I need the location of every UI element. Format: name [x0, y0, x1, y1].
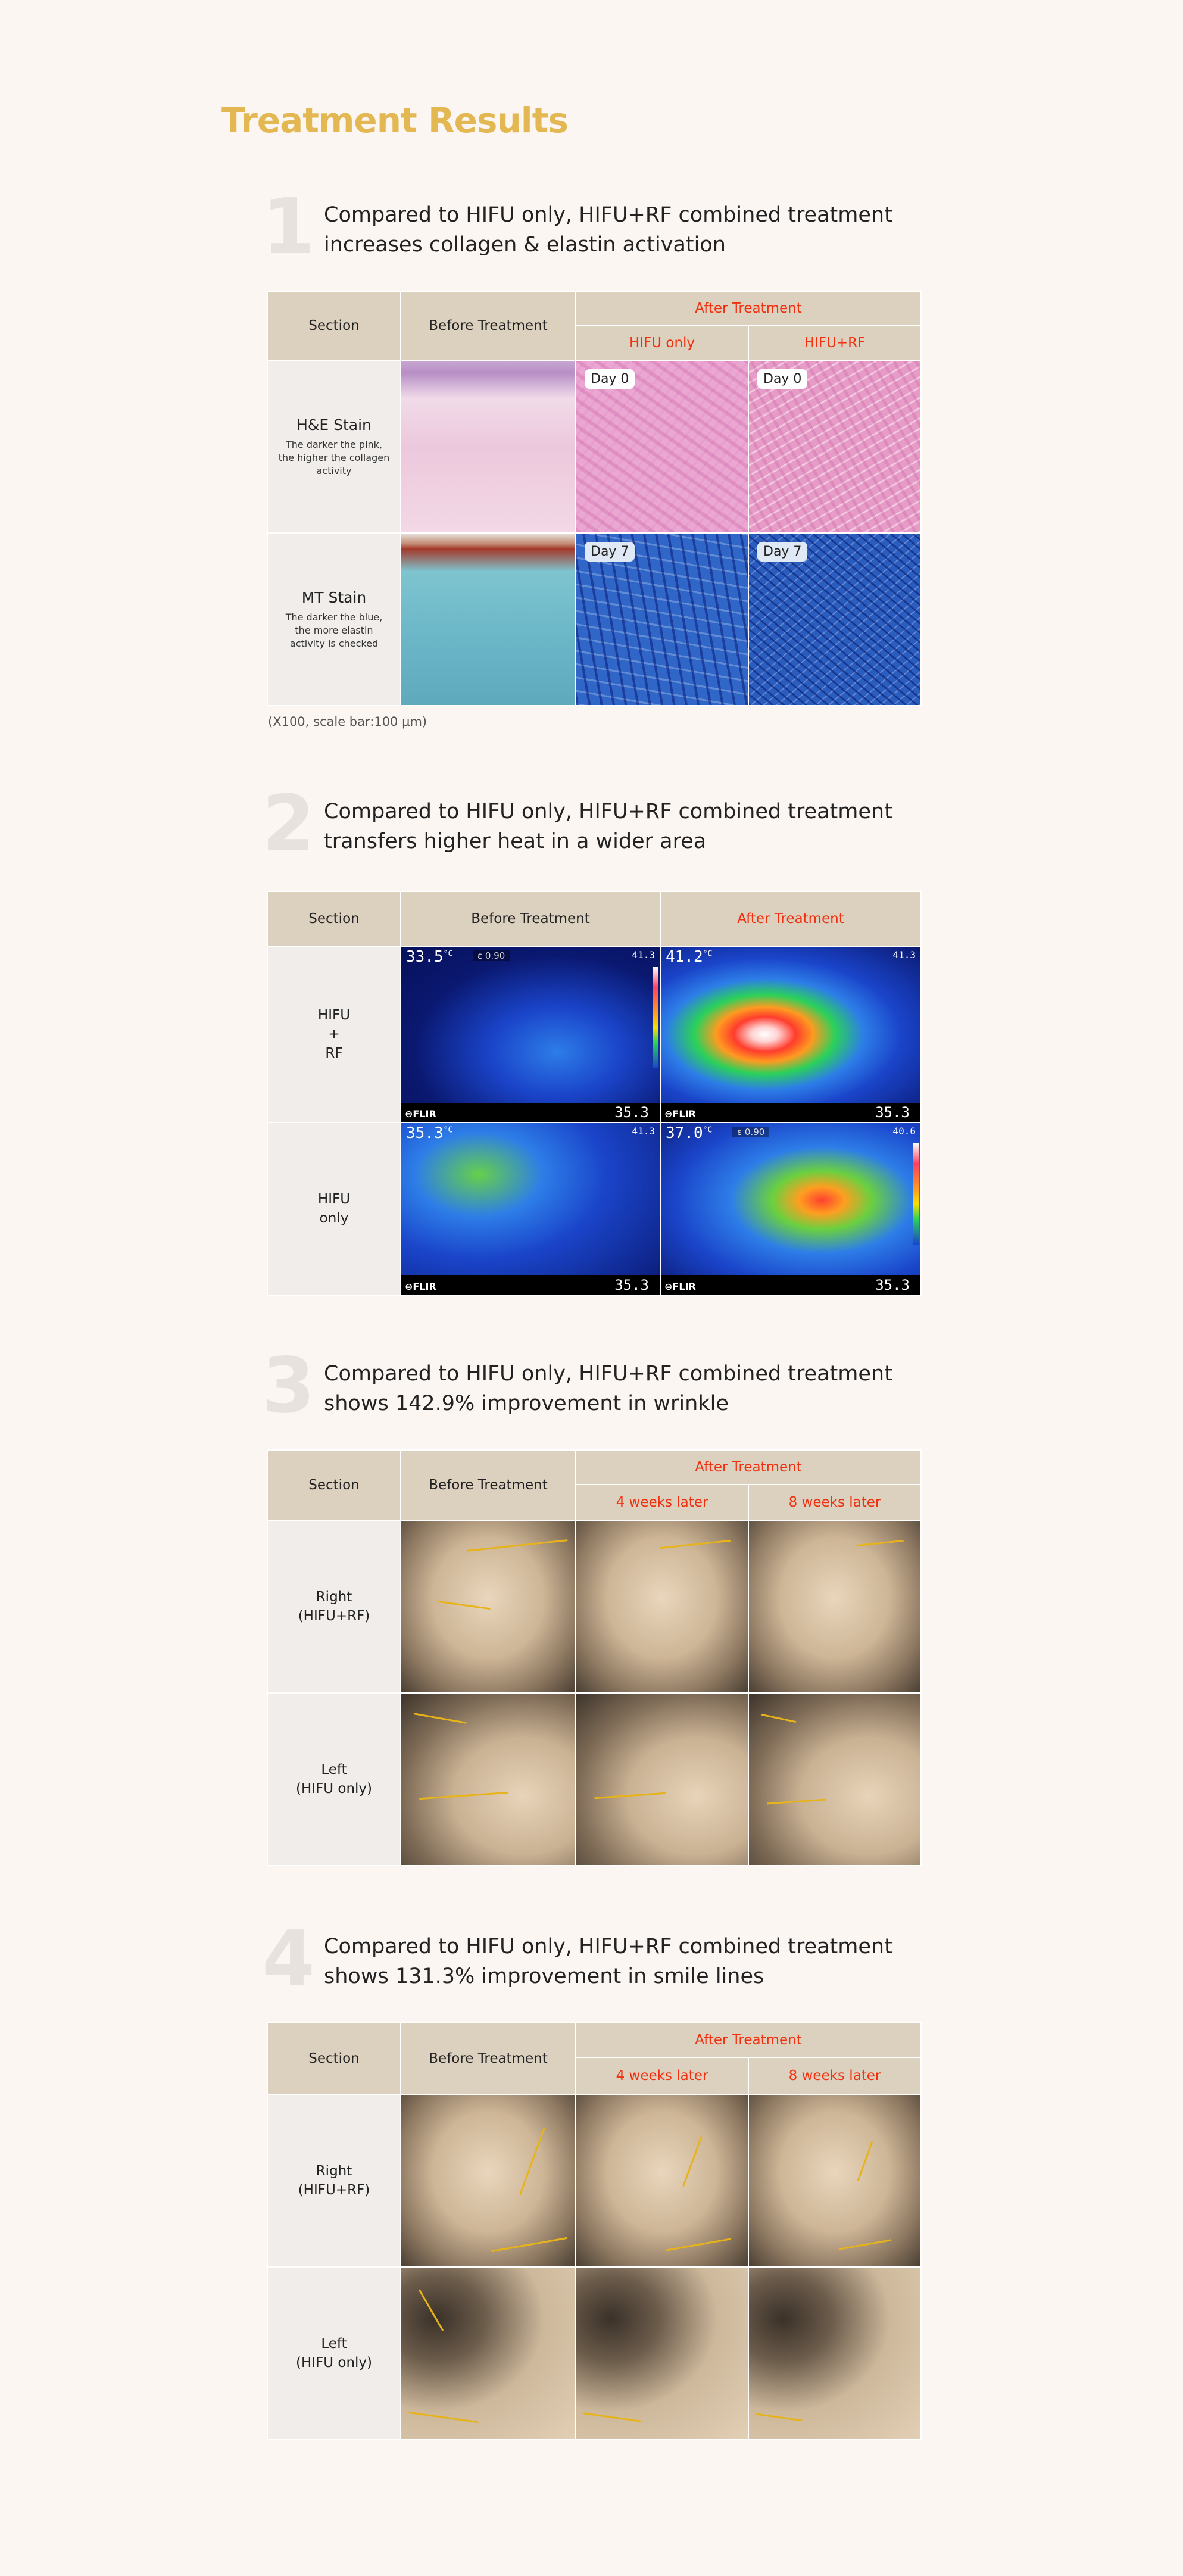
header-after: After Treatment	[576, 291, 921, 326]
row-desc: the more elastin	[295, 625, 373, 636]
row-label	[267, 1122, 401, 1295]
mt-before-image	[401, 533, 576, 706]
header-after: After Treatment	[576, 2023, 921, 2057]
row-label-line: only	[319, 1211, 349, 1226]
header-section: Section	[267, 2023, 401, 2094]
header-section: Section	[267, 891, 401, 946]
flir-logo: ⊜FLIR	[405, 1281, 436, 1292]
eye-scan-before	[401, 1693, 576, 1866]
header-before: Before Treatment	[401, 291, 576, 360]
day-badge: Day 0	[585, 369, 635, 389]
he-before-image	[401, 360, 576, 533]
row-label-line: Right	[316, 2163, 352, 2179]
row-label-line: Right	[316, 1589, 352, 1605]
section-smile-lines	[262, 1914, 923, 2457]
day-badge: Day 0	[757, 369, 807, 389]
color-scale	[653, 967, 658, 1068]
flir-logo: ⊜FLIR	[405, 1108, 436, 1119]
heading-line-2: shows 131.3% improvement in smile lines	[324, 1964, 764, 1988]
row-label-line: Left	[321, 1762, 347, 1777]
thermal-after-image	[660, 946, 921, 1122]
scale-max: 41.3	[892, 949, 916, 960]
row-label	[267, 1520, 401, 1693]
row-label	[267, 2267, 401, 2440]
he-hifu-only-image	[576, 360, 748, 533]
section-heading	[324, 797, 919, 856]
results-table	[267, 2022, 922, 2440]
section-collagen-elastin	[262, 183, 923, 737]
header-hifu-only: HIFU only	[576, 326, 748, 360]
day-badge: Day 7	[757, 542, 807, 562]
heading-line-1: Compared to HIFU only, HIFU+RF combined treatment	[324, 1362, 892, 1386]
eye-scan-4-weeks	[576, 1693, 748, 1866]
row-label-line: (HIFU only)	[295, 1781, 373, 1797]
nose-scan-8-weeks	[748, 2094, 921, 2267]
row-title: MT Stain	[301, 589, 367, 606]
heading-line-1: Compared to HIFU only, HIFU+RF combined treatment	[324, 203, 892, 227]
section-heading	[324, 1359, 919, 1418]
flir-logo: ⊜FLIR	[664, 1281, 696, 1292]
section-heading	[324, 1932, 919, 1991]
section-number: 2	[262, 779, 316, 868]
color-scale	[913, 1143, 919, 1245]
nose-scan-8-weeks	[748, 2267, 921, 2440]
header-before: Before Treatment	[401, 891, 660, 946]
row-label-line: Left	[321, 2336, 347, 2352]
row-label-line: RF	[325, 1046, 343, 1061]
he-hifu-rf-image	[748, 360, 921, 533]
row-desc: The darker the blue,	[285, 612, 383, 623]
header-4-weeks: 4 weeks later	[576, 2057, 748, 2094]
eye-scan-8-weeks	[748, 1693, 921, 1866]
section-number: 1	[262, 183, 316, 272]
header-8-weeks: 8 weeks later	[748, 1485, 921, 1520]
row-label	[267, 2094, 401, 2267]
row-desc: activity	[316, 465, 352, 476]
emissivity-readout: ε 0.90	[732, 1127, 769, 1137]
temperature-readout: $33.5^{^\circ C}$	[406, 948, 453, 966]
heading-line-1: Compared to HIFU only, HIFU+RF combined treatment	[324, 800, 892, 824]
nose-scan-4-weeks	[576, 2094, 748, 2267]
header-section: Section	[267, 1450, 401, 1520]
row-label	[267, 360, 401, 533]
section-heat-transfer	[262, 779, 923, 1304]
thermal-before-image	[401, 1122, 660, 1295]
row-label-line: (HIFU+RF)	[298, 1608, 370, 1624]
section-heading	[324, 200, 919, 260]
scale-min: 35.3	[875, 1104, 910, 1121]
temperature-readout: $41.2^{^\circ C}$	[666, 948, 713, 966]
row-desc: The darker the pink,	[285, 439, 383, 450]
thermal-before-image	[401, 946, 660, 1122]
scale-max: 41.3	[632, 1125, 655, 1137]
scale-min: 35.3	[614, 1277, 649, 1293]
header-hifu-rf: HIFU+RF	[748, 326, 921, 360]
scale-max: 41.3	[632, 949, 655, 960]
header-4-weeks: 4 weeks later	[576, 1485, 748, 1520]
row-label-line: +	[328, 1027, 340, 1042]
eye-scan-4-weeks	[576, 1520, 748, 1693]
header-after: After Treatment	[576, 1450, 921, 1485]
heading-line-2: transfers higher heat in a wider area	[324, 829, 707, 853]
row-label-line: HIFU	[317, 1192, 351, 1207]
row-label	[267, 1693, 401, 1866]
heading-line-1: Compared to HIFU only, HIFU+RF combined treatment	[324, 1935, 892, 1958]
row-desc: activity is checked	[289, 638, 379, 649]
row-desc: the higher the collagen	[278, 452, 390, 463]
row-label-line: (HIFU only)	[295, 2355, 373, 2371]
section-number: 4	[262, 1914, 316, 2003]
section-wrinkle	[262, 1342, 923, 1884]
eye-scan-before	[401, 1520, 576, 1693]
nose-scan-before	[401, 2094, 576, 2267]
row-label	[267, 946, 401, 1122]
row-label-line: (HIFU+RF)	[298, 2182, 370, 2198]
day-badge: Day 7	[585, 542, 635, 562]
header-before: Before Treatment	[401, 2023, 576, 2094]
results-table	[267, 891, 922, 1296]
header-8-weeks: 8 weeks later	[748, 2057, 921, 2094]
header-after: After Treatment	[660, 891, 921, 946]
page-title: Treatment Results	[221, 100, 568, 141]
temperature-readout: $37.0^{^\circ C}$	[666, 1124, 713, 1142]
results-table	[267, 291, 922, 706]
heading-line-2: increases collagen & elastin activation	[324, 233, 726, 257]
section-number: 3	[262, 1342, 316, 1430]
scale-min: 35.3	[614, 1104, 649, 1121]
flir-logo: ⊜FLIR	[664, 1108, 696, 1119]
eye-scan-8-weeks	[748, 1520, 921, 1693]
row-label-line: HIFU	[317, 1008, 351, 1023]
heading-line-2: shows 142.9% improvement in wrinkle	[324, 1392, 729, 1415]
results-table	[267, 1449, 922, 1866]
row-title: H&E Stain	[296, 416, 372, 434]
scale-min: 35.3	[875, 1277, 910, 1293]
header-before: Before Treatment	[401, 1450, 576, 1520]
row-label	[267, 533, 401, 706]
emissivity-readout: ε 0.90	[473, 950, 510, 961]
thermal-after-image	[660, 1122, 921, 1295]
mt-hifu-rf-image	[748, 533, 921, 706]
mt-hifu-only-image	[576, 533, 748, 706]
scale-max: 40.6	[892, 1125, 916, 1137]
temperature-readout: $35.3^{^\circ C}$	[406, 1124, 453, 1142]
nose-scan-before	[401, 2267, 576, 2440]
scale-note: (X100, scale bar:100 μm)	[268, 715, 427, 729]
nose-scan-4-weeks	[576, 2267, 748, 2440]
header-section: Section	[267, 291, 401, 360]
